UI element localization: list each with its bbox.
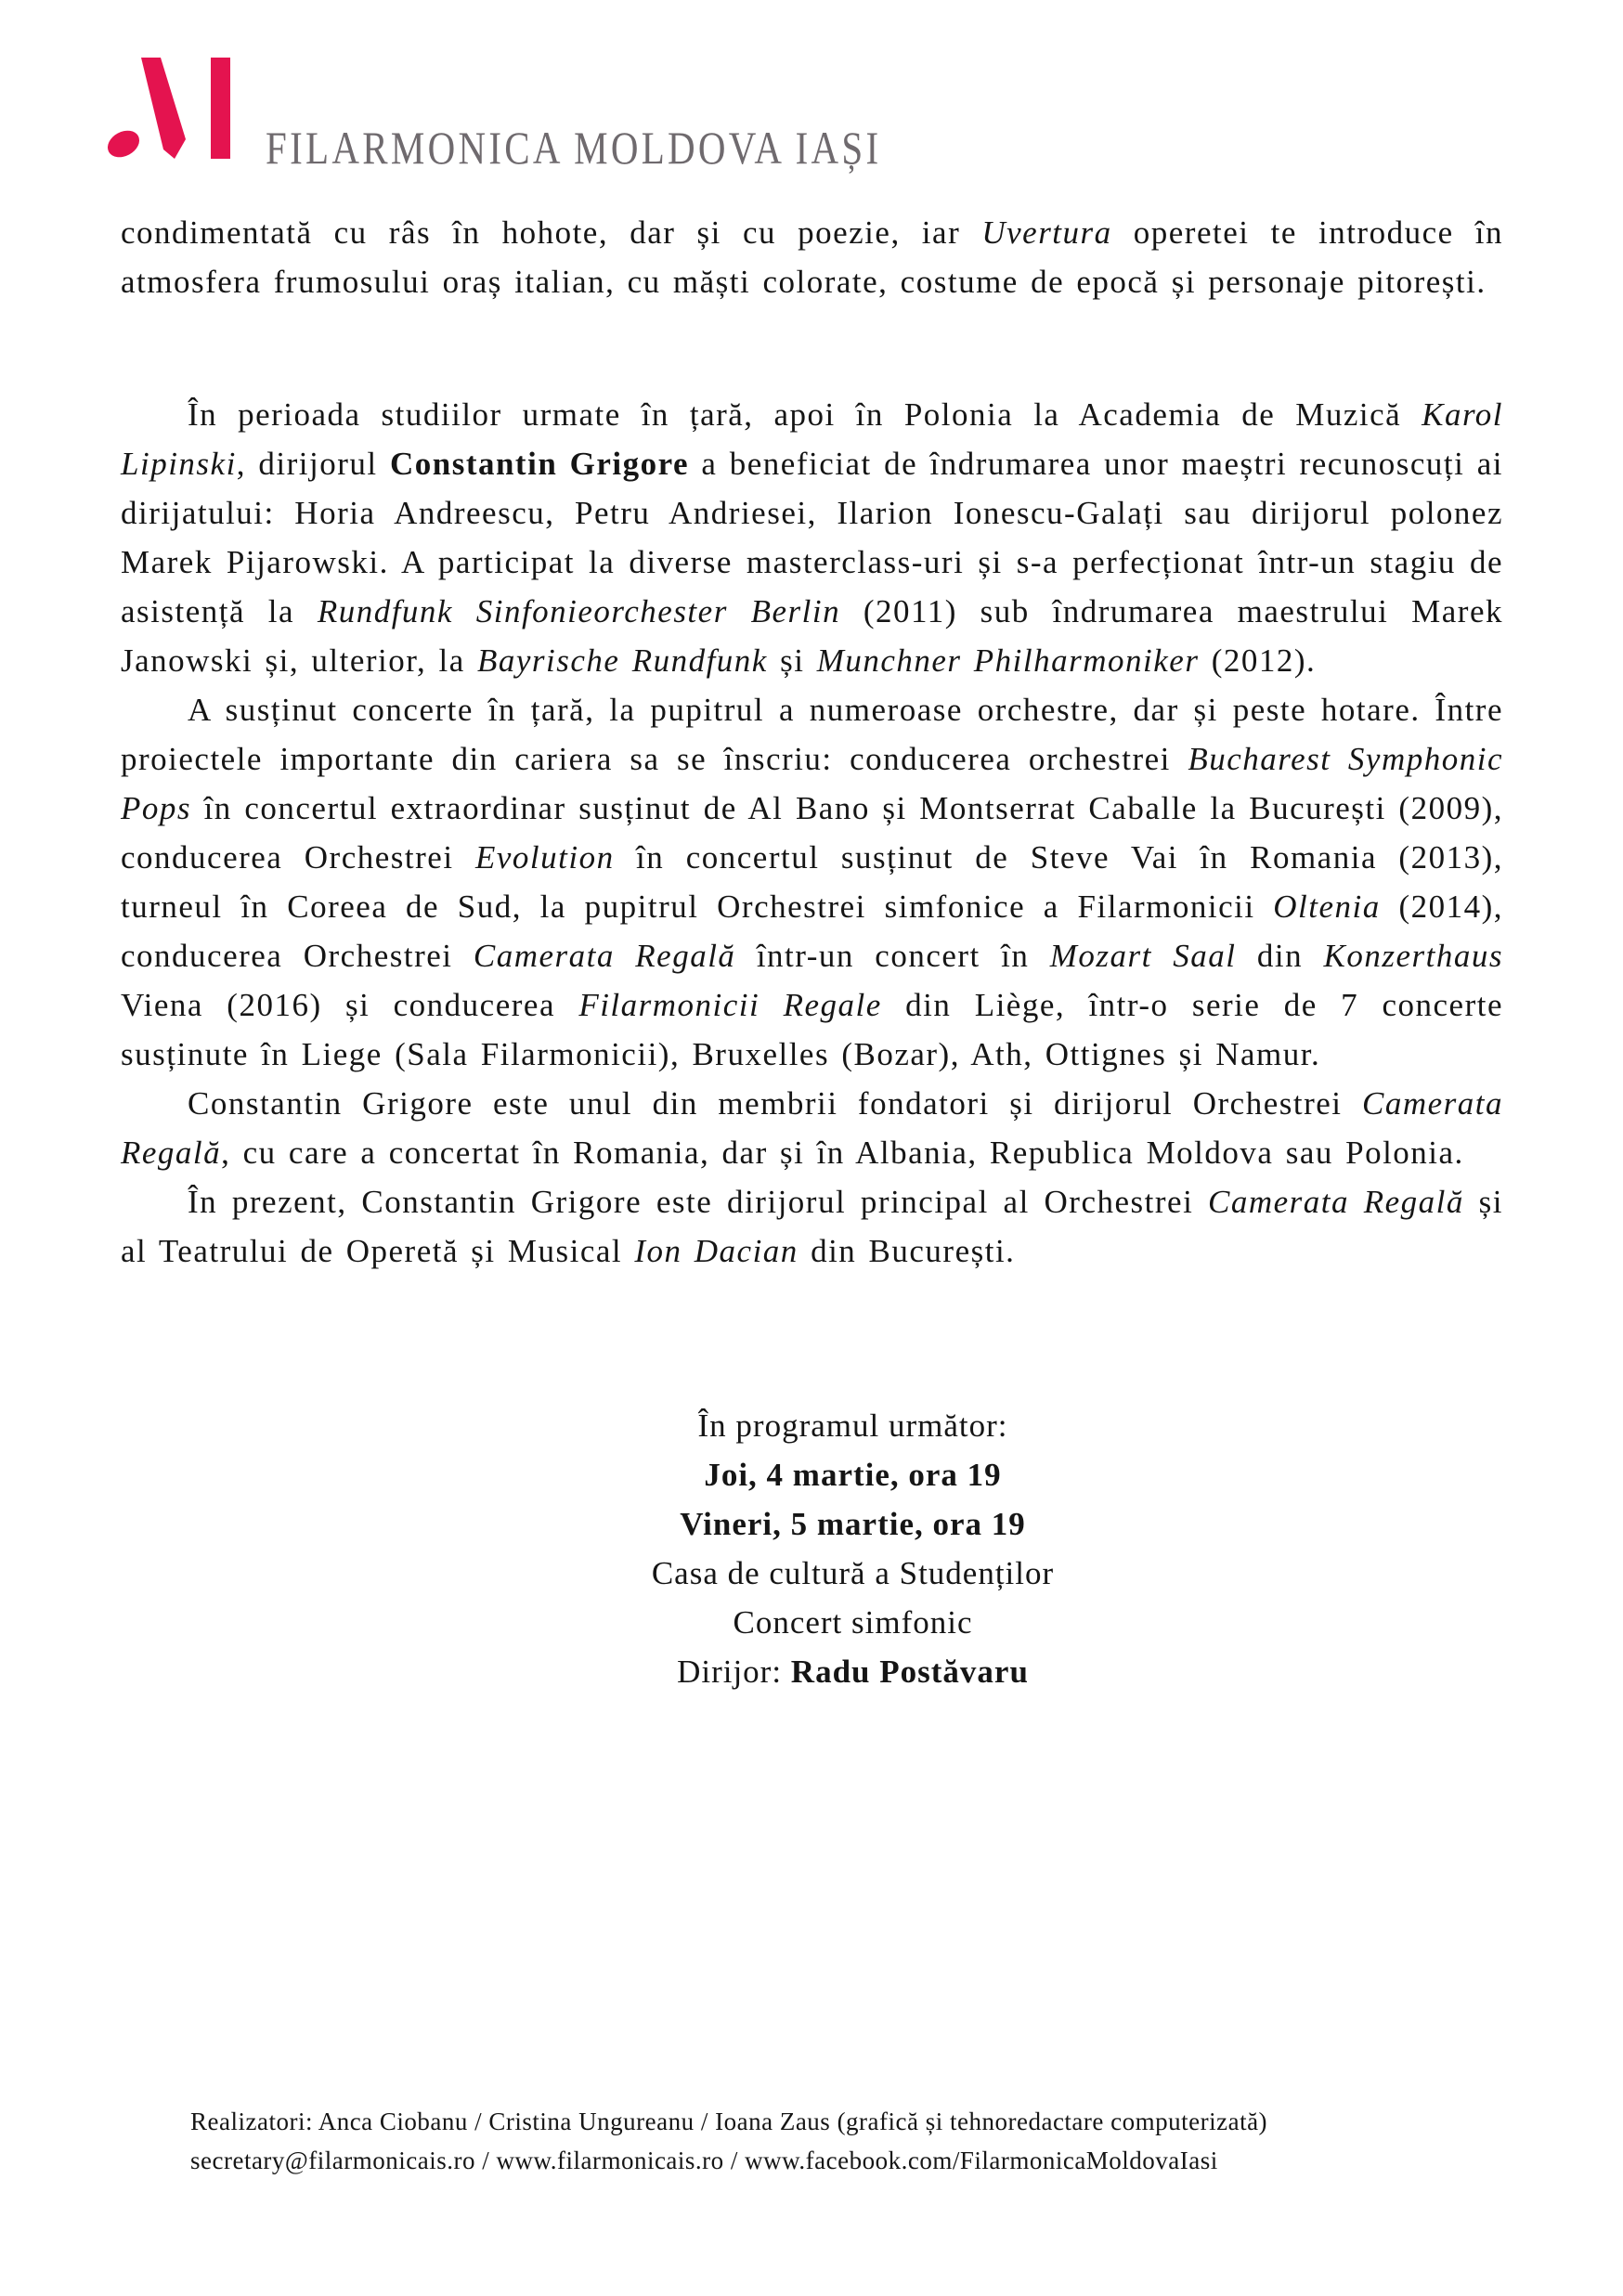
- text-run: și al Teatrului de Operetă și Musical: [121, 1184, 1503, 1269]
- italic-text-run: Uvertura: [981, 214, 1112, 251]
- text-run: A susținut concerte în țară, la pupitrul a numeroase orchestre, dar și peste hotare. Între proiectele importante din cariera sa se înscriu: conducerea orchestrei: [121, 692, 1503, 777]
- text-run: operetei te introduce în atmosfera frumosului oraș italian, cu măști colorate, costume de epocă și personaje pitorești.: [121, 214, 1503, 300]
- italic-text-run: Bayrische Rundfunk: [477, 642, 768, 679]
- italic-text-run: Rundfunk Sinfonieorchester Berlin: [317, 593, 841, 629]
- italic-text-run: Munchner Philharmoniker: [816, 642, 1200, 679]
- paragraph: [121, 1177, 1503, 1276]
- program-line: [162, 1499, 1544, 1549]
- text-run: În prezent, Constantin Grigore este dirijorul principal al Orchestrei: [188, 1184, 1209, 1220]
- italic-text-run: Bucharest Symphonic Pops: [121, 741, 1504, 826]
- bold-text-run: Joi, 4 martie, ora 19: [704, 1457, 1002, 1493]
- italic-text-run: Konzerthaus: [1323, 938, 1504, 974]
- text-run: (2011) sub îndrumarea maestrului Marek Janowski și, ulterior, la: [121, 593, 1503, 679]
- text-run: din Liège, într-o serie de 7 concerte susținute în Liege (Sala Filarmonicii), Bruxelles (Bozar), Ath, Ottignes și Namur.: [121, 987, 1504, 1072]
- bold-text-run: Radu Postăvaru: [790, 1654, 1029, 1690]
- footer-contact-line: secretary@filarmonicais.ro / www.filarmonicais.ro / www.facebook.com/FilarmonicaMoldovaIasi: [190, 2147, 1218, 2174]
- text-run: Viena (2016) și conducerea: [121, 987, 579, 1023]
- logo-dot: [103, 125, 144, 162]
- text-run: , cu care a concertat în Romania, dar și în Albania, Republica Moldova sau Polonia.: [221, 1135, 1464, 1171]
- program-line: [162, 1450, 1544, 1499]
- bold-text-run: Constantin Grigore: [389, 446, 690, 482]
- paragraph: [121, 390, 1503, 685]
- logo-diagonal-stroke: [141, 58, 186, 159]
- paragraph: [121, 685, 1503, 1079]
- paragraph: [121, 1079, 1503, 1177]
- text-run: și: [767, 642, 817, 679]
- program-line: [162, 1549, 1544, 1598]
- program-announcement-block: [162, 1401, 1544, 1696]
- text-run: Casa de cultură a Studenților: [651, 1555, 1055, 1591]
- text-run: a beneficiat de îndrumarea unor maeștri recunoscuți ai dirijatului: Horia Andreescu, Petru Andriesei, Ilarion Ionescu-Galați sau dirijorul polonez Marek Pijarowski. A participat la diverse masterclass-uri și s-a perfecționat într-un stagiu de asistență la: [121, 446, 1503, 629]
- text-run: în concertul susținut de Steve Vai în Romania (2013), turneul în Coreea de Sud, la pupitrul Orchestrei simfonice a Filarmonicii: [121, 839, 1503, 925]
- logo-vertical-bar: [211, 58, 230, 159]
- text-run: Constantin Grigore este unul din membrii fondatori și dirijorul Orchestrei: [188, 1085, 1362, 1122]
- page-footer: [190, 2102, 1267, 2180]
- italic-text-run: Ion Dacian: [634, 1233, 799, 1269]
- text-run: din București.: [798, 1233, 1016, 1269]
- text-run: În perioada studiilor urmate în țară, apoi în Polonia la Academia de Muzică: [188, 396, 1422, 433]
- bold-text-run: Vineri, 5 martie, ora 19: [680, 1506, 1026, 1542]
- footer-credits-line: Realizatori: Anca Ciobanu / Cristina Ungureanu / Ioana Zaus (grafică și tehnoredactare computerizată): [190, 2108, 1268, 2135]
- program-line: [162, 1647, 1544, 1696]
- text-run: În programul următor:: [697, 1407, 1008, 1444]
- text-run: condimentată cu râs în hohote, dar și cu poezie, iar: [121, 214, 982, 251]
- italic-text-run: Mozart Saal: [1049, 938, 1237, 974]
- text-run: Dirijor:: [677, 1654, 791, 1690]
- document-body: [121, 208, 1503, 1696]
- filarmonica-m-logo-icon: [79, 46, 237, 162]
- program-line: [162, 1401, 1544, 1450]
- text-run: în concertul extraordinar susținut de Al Bano și Montserrat Caballe la București (2009), conducerea Orchestrei: [121, 790, 1503, 876]
- italic-text-run: Camerata Regală: [1208, 1184, 1464, 1220]
- biography-paragraphs: [121, 208, 1503, 1276]
- italic-text-run: Filarmonicii Regale: [578, 987, 882, 1023]
- italic-text-run: Oltenia: [1273, 889, 1381, 925]
- program-line: [162, 1598, 1544, 1647]
- text-run: Concert simfonic: [733, 1604, 973, 1641]
- italic-text-run: Evolution: [475, 839, 615, 876]
- text-run: (2014), conducerea Orchestrei: [121, 889, 1504, 974]
- italic-text-run: Camerata Regală: [121, 1085, 1503, 1171]
- text-run: într-un concert în: [735, 938, 1050, 974]
- text-run: (2012).: [1199, 642, 1317, 679]
- italic-text-run: Camerata Regală: [473, 938, 736, 974]
- text-run: , dirijorul: [236, 446, 390, 482]
- organization-wordmark: FILARMONICA MOLDOVA IAȘI: [266, 122, 882, 174]
- italic-text-run: Karol Lipinski: [121, 396, 1503, 482]
- paragraph: [121, 208, 1503, 306]
- text-run: din: [1236, 938, 1324, 974]
